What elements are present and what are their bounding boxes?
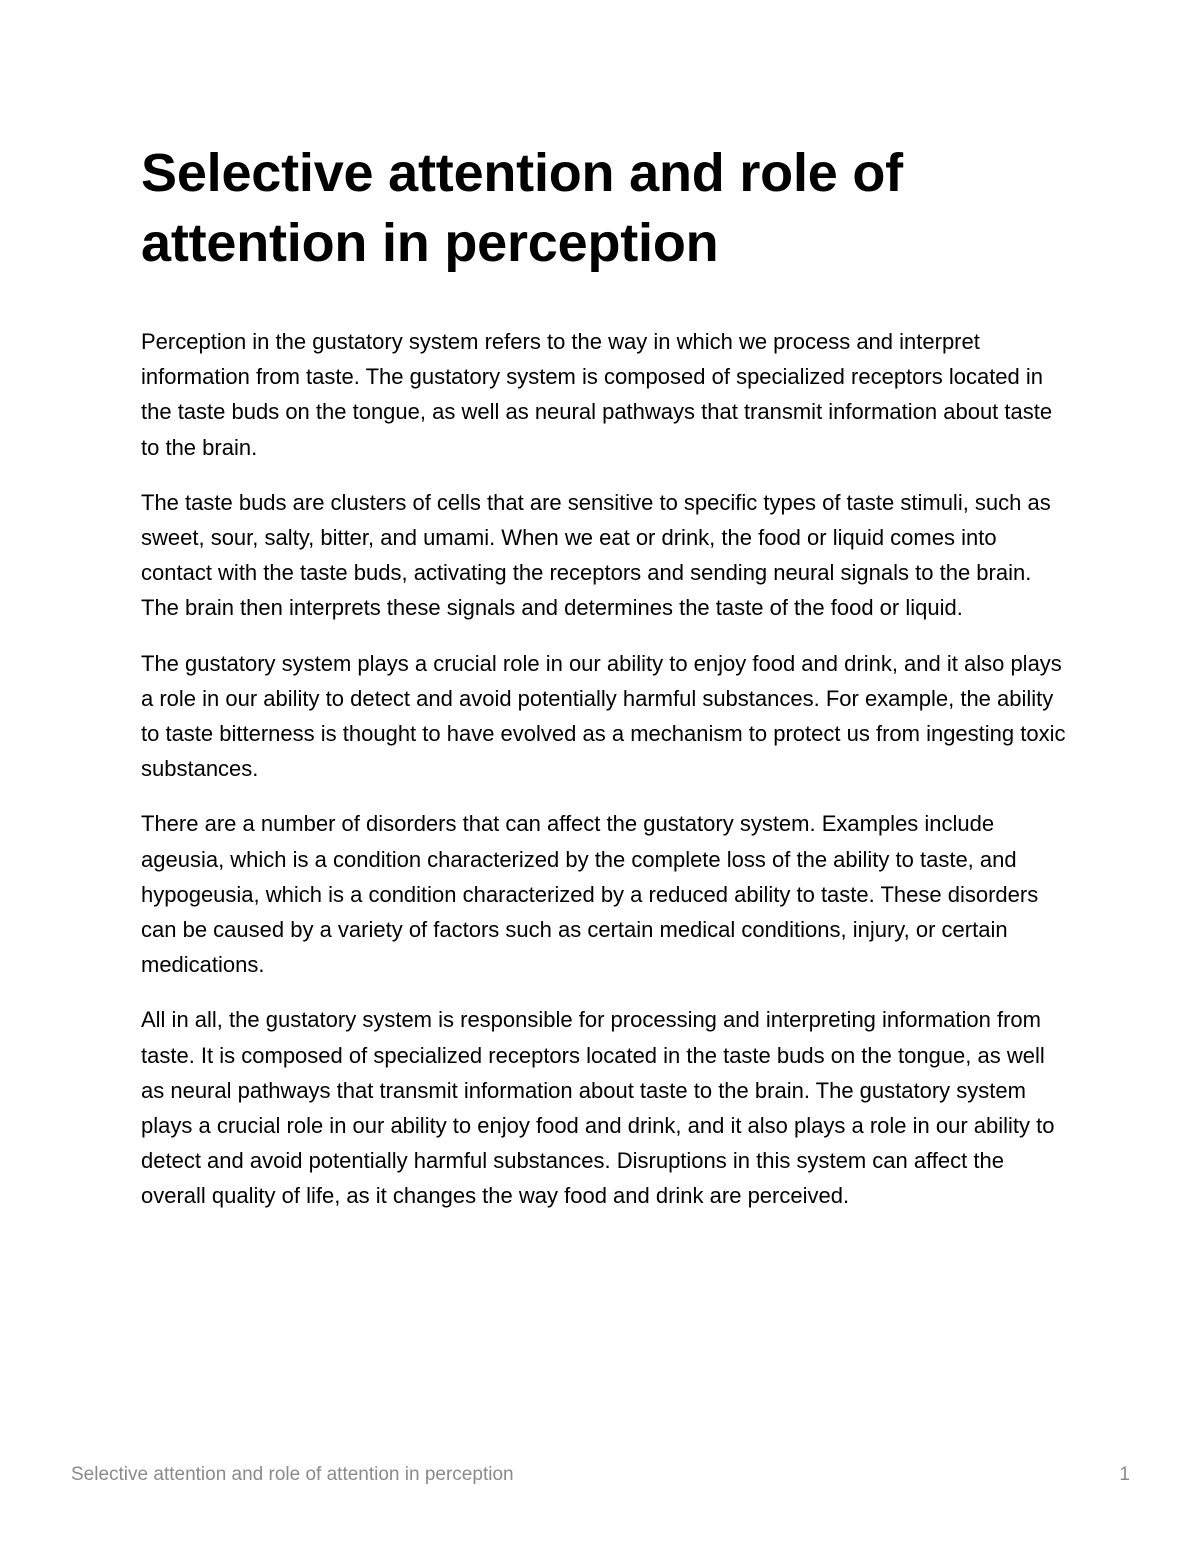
document-title: Selective attention and role of attention in perception [141, 143, 903, 273]
page-number: 1 [1119, 1464, 1130, 1485]
page-footer [71, 1464, 1130, 1492]
footer-title: Selective attention and role of attention in perception [71, 1464, 514, 1485]
paragraph: There are a number of disorders that can affect the gustatory system. Examples include ageusia, which is a condition characterized by the complete loss of the ability to taste, and hypogeusia, which is a condition characterized by a reduced ability to taste. These disorders can be caused by a variety of factors such as certain medical conditions, injury, or certain medications. [141, 811, 1039, 978]
paragraph: All in all, the gustatory system is responsible for processing and interpreting information from taste. It is composed of specialized receptors located in the taste buds on the tongue, as well as neural pathways that transmit information about taste to the brain. The gustatory system plays a crucial role in our ability to enjoy food and drink, and it also plays a role in our ability to detect and avoid potentially harmful substances. Disruptions in this system can affect the overall quality of life, as it changes the way food and drink are perceived. [141, 1007, 1055, 1209]
paragraph: Perception in the gustatory system refers to the way in which we process and interpret information from taste. The gustatory system is composed of specialized receptors located in the taste buds on the tongue, as well as neural pathways that transmit information about taste to the brain. [141, 329, 1053, 460]
paragraph: The taste buds are clusters of cells that are sensitive to specific types of taste stimuli, such as sweet, sour, salty, bitter, and umami. When we eat or drink, the food or liquid comes into contact with the taste buds, activating the receptors and sending neural signals to the brain. The brain then interprets these signals and determines the taste of the food or liquid. [141, 489, 1051, 621]
paragraph: The gustatory system plays a crucial role in our ability to enjoy food and drink, and it also plays a role in our ability to detect and avoid potentially harmful substances. For example, the ability to taste bitterness is thought to have evolved as a mechanism to protect us from ingesting toxic substances. [141, 650, 1066, 782]
document-body [141, 138, 1066, 1234]
